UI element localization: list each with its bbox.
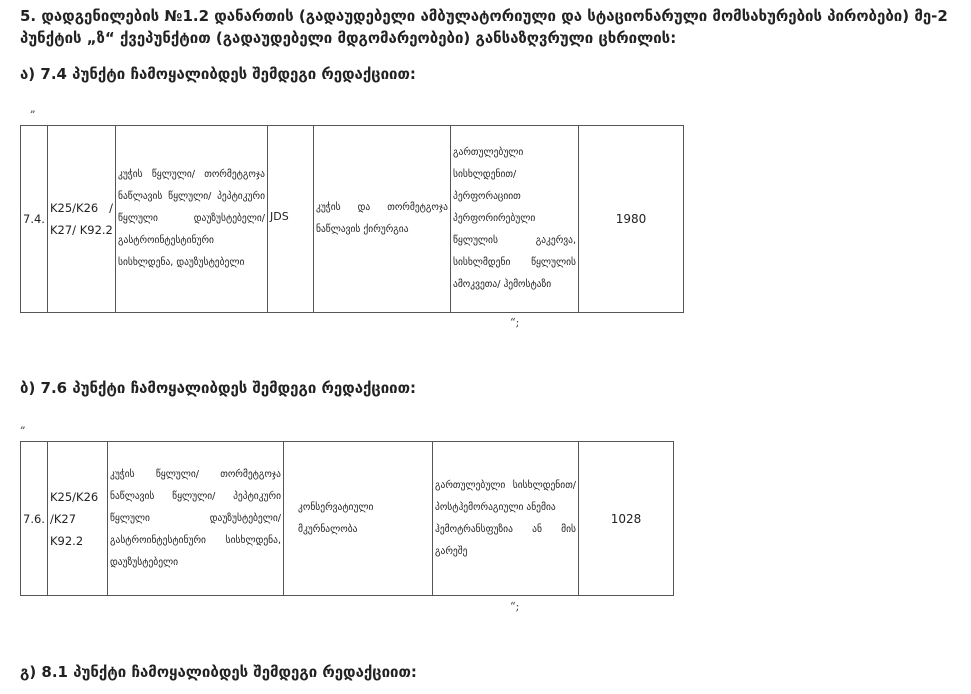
row-description: კუჭის წყლული/ თორმეტგოჯა ნაწლავის წყლული/ პეპტიკური წყლული დაუზუსტებელი/ გასტროინტესტინური სისხლდენა, დაუზუსტებელი xyxy=(116,126,268,313)
row-id: 7.4. xyxy=(21,126,48,313)
section-a-table xyxy=(20,125,684,313)
row-conditions xyxy=(433,442,579,596)
section-b-title: ბ) 7.6 პუნქტი ჩამოყალიბდეს შემდეგი რედაქციით: xyxy=(20,379,417,397)
row-description: კუჭის წყლული/ თორმეტგოჯა ნაწლავის წყლული/ პეპტიკური წყლული დაუზუსტებელი/ გასტროინტესტინური სისხლდენა, დაუზუსტებელი xyxy=(108,442,284,596)
code-slash: / xyxy=(109,201,113,215)
condition-1: გართულებული სისხლდენით/ პოსტჰემორაგიული ანემია xyxy=(435,479,576,513)
condition-2: ჰემოტრანსფუზია ან მის გარეშე xyxy=(435,523,576,557)
row-amount: 1028 xyxy=(579,442,674,596)
code-3: K92.2 xyxy=(50,533,84,548)
row-codes xyxy=(48,126,116,313)
section-b-open-quote: „ xyxy=(20,418,26,431)
code-2: K27/ K92.2 xyxy=(50,223,113,237)
row-service: კონსერვატიული მკურნალობა xyxy=(284,442,433,596)
section-a-close-quote: “; xyxy=(510,316,520,329)
condition-2: პერფორირებული წყლულის გაკერვა, სისხლმდენი წყლულის ამოკვეთა/ ჰემოსტაზი xyxy=(453,213,576,290)
condition-1: გართულებული სისხლდენით/ პერფორაციით xyxy=(453,147,524,202)
heading-line-2: პუნქტის „ზ“ ქვეპუნქტით (გადაუდებელი მდგომარეობები) განსაზღვრული ცხრილის: xyxy=(20,29,677,47)
row-conditions xyxy=(451,126,579,313)
code-1: K25/K26 xyxy=(50,201,99,215)
section-b-close-quote: “; xyxy=(510,600,520,613)
row-amount: 1980 xyxy=(579,126,684,313)
code-1: K25/K26 xyxy=(50,489,99,504)
row-service: კუჭის და თორმეტგოჯა ნაწლავის ქირურგია xyxy=(314,126,451,313)
table-row xyxy=(21,126,684,313)
section-b-table xyxy=(20,441,674,596)
section-a-title: ა) 7.4 პუნქტი ჩამოყალიბდეს შემდეგი რედაქციით: xyxy=(20,65,416,83)
section-c-title: გ) 8.1 პუნქტი ჩამოყალიბდეს შემდეგი რედაქციით: xyxy=(20,663,417,681)
row-group: JDS xyxy=(268,126,314,313)
heading-line-1: 5. დადგენილების №1.2 დანართის (გადაუდებელი ამბულატორიული და სტაციონარული მომსახურების პირობები) მე-2 xyxy=(20,7,948,25)
row-id: 7.6. xyxy=(21,442,48,596)
code-2: /K27 xyxy=(50,511,77,526)
section-a-open-quote: „ xyxy=(30,102,36,115)
table-row xyxy=(21,442,674,596)
document-heading xyxy=(20,5,965,49)
row-codes xyxy=(48,442,108,596)
